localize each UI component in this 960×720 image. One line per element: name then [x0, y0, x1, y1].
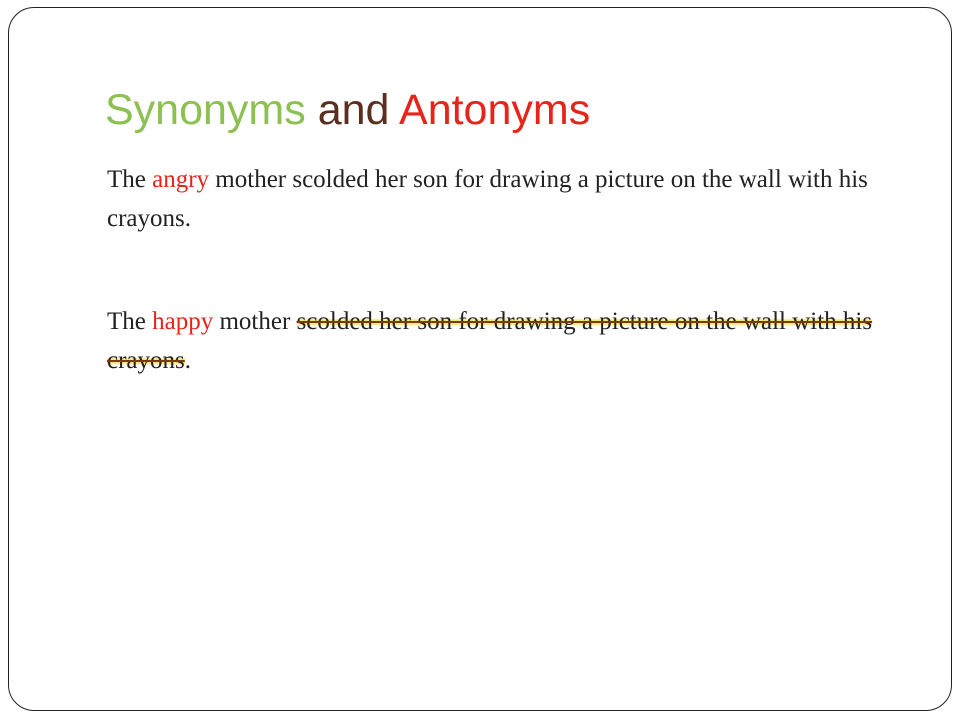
sentence-original: [107, 160, 907, 238]
keyword-happy: happy: [152, 308, 214, 335]
sentence-antonym-mid: mother: [213, 308, 297, 335]
title-and: and: [305, 86, 400, 134]
sentence-antonym-period: .: [184, 347, 191, 374]
slide-title: [105, 84, 590, 136]
title-synonyms: Synonyms: [105, 86, 306, 134]
sentence-antonym-start: The: [107, 308, 153, 335]
struck-through-phrase: scolded her son for drawing a picture on the wall with his crayons: [107, 308, 873, 374]
sentence-original-start: The: [107, 166, 153, 193]
sentence-original-rest: mother scolded her son for drawing a picture on the wall with his crayons.: [107, 166, 868, 232]
sentence-antonym: [107, 302, 907, 380]
keyword-angry: angry: [152, 166, 210, 193]
title-antonyms: Antonyms: [399, 86, 591, 134]
